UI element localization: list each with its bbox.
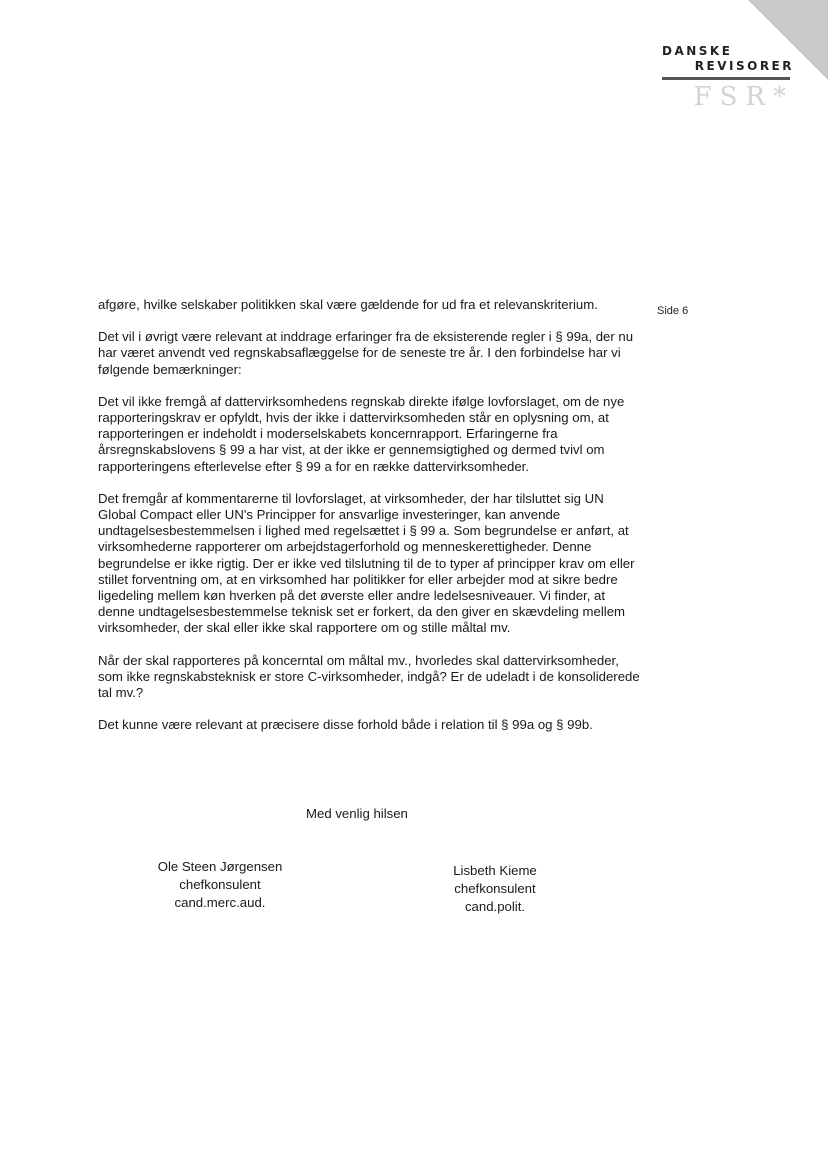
paragraph: Det vil i øvrigt være relevant at inddrage erfaringer fra de eksisterende regler i § 99a, der nu har været anvendt ved regnskabsaflæggelse for de seneste tre år. I den forbindelse har vi følgende bemærkninger: xyxy=(98,329,634,377)
signature-block-1 xyxy=(140,858,300,912)
signatory-degree: cand.polit. xyxy=(464,899,526,914)
logo-line-2: REVISORER xyxy=(694,59,794,73)
closing-salutation: Med venlig hilsen xyxy=(306,806,408,821)
letterhead-logo xyxy=(662,44,794,111)
paragraph: Det vil ikke fremgå af dattervirksomhedens regnskab direkte ifølge lovforslaget, om de nye rapporteringskrav er opfyldt, hvis der ikke i dattervirksomheden står en oplysning om, at rapporteringen er indeholdt i moderselskabets koncernrapport. Erfaringerne fra årsregnskabslovens § 99 a har vist, at der ikke er gennemsigtighed og dermed tvivl om rapporteringens efterlevelse efter § 99 a for en række dattervirksomheder. xyxy=(98,393,625,474)
logo-mark: FSR* xyxy=(693,82,794,112)
paragraph: Det fremgår af kommentarerne til lovforslaget, at virksomheder, der har tilsluttet sig UN Global Compact eller UN's Principper for ansvarlige investeringer, kan anvende undtagelsesbestemmelsen i lighed med regelsættet i § 99 a. Som begrundelse er anført, at virksomhederne rapporterer om arbejdstagerforhold og menneskerettigheder. Denne begrundelse er ikke rigtig. Der er ikke ved tilslutning til de to typer af principper krav om eller stillet forventning om, at en virksomhed har politikker for eller arbejder mod at sikre bedre ligedeling mellem køn hverken på det øverste eller andre ledelsesniveauer. Vi finder, at denne undtagelsesbestemmelse teknisk set er forkert, da den giver en skævdeling mellem virksomheder, der skal eller ikke skal rapportere om og stille måltal mv. xyxy=(98,490,635,636)
paragraph: Det kunne være relevant at præcisere disse forhold både i relation til § 99a og § 99b. xyxy=(98,717,593,733)
letter-body xyxy=(98,297,643,749)
signatory-title: chefkonsulent xyxy=(454,881,536,896)
signatory-name: Lisbeth Kieme xyxy=(453,863,537,878)
signature-block-2 xyxy=(430,862,560,916)
paragraph: Når der skal rapporteres på koncerntal om måltal mv., hvorledes skal dattervirksomheder, som ikke regnskabsteknisk er store C-virksomheder, indgå? Er de udeladt i de konsoliderede tal mv.? xyxy=(98,652,640,701)
signatory-name: Ole Steen Jørgensen xyxy=(157,859,283,874)
page-number: Side 6 xyxy=(657,305,689,317)
paragraph: afgøre, hvilke selskaber politikken skal være gældende for ud fra et relevanskriterium. xyxy=(98,297,598,312)
signatory-degree: cand.merc.aud. xyxy=(174,895,266,910)
logo-line-1: DANSKE xyxy=(662,44,733,58)
logo-divider xyxy=(662,77,790,80)
signatory-title: chefkonsulent xyxy=(179,877,261,892)
